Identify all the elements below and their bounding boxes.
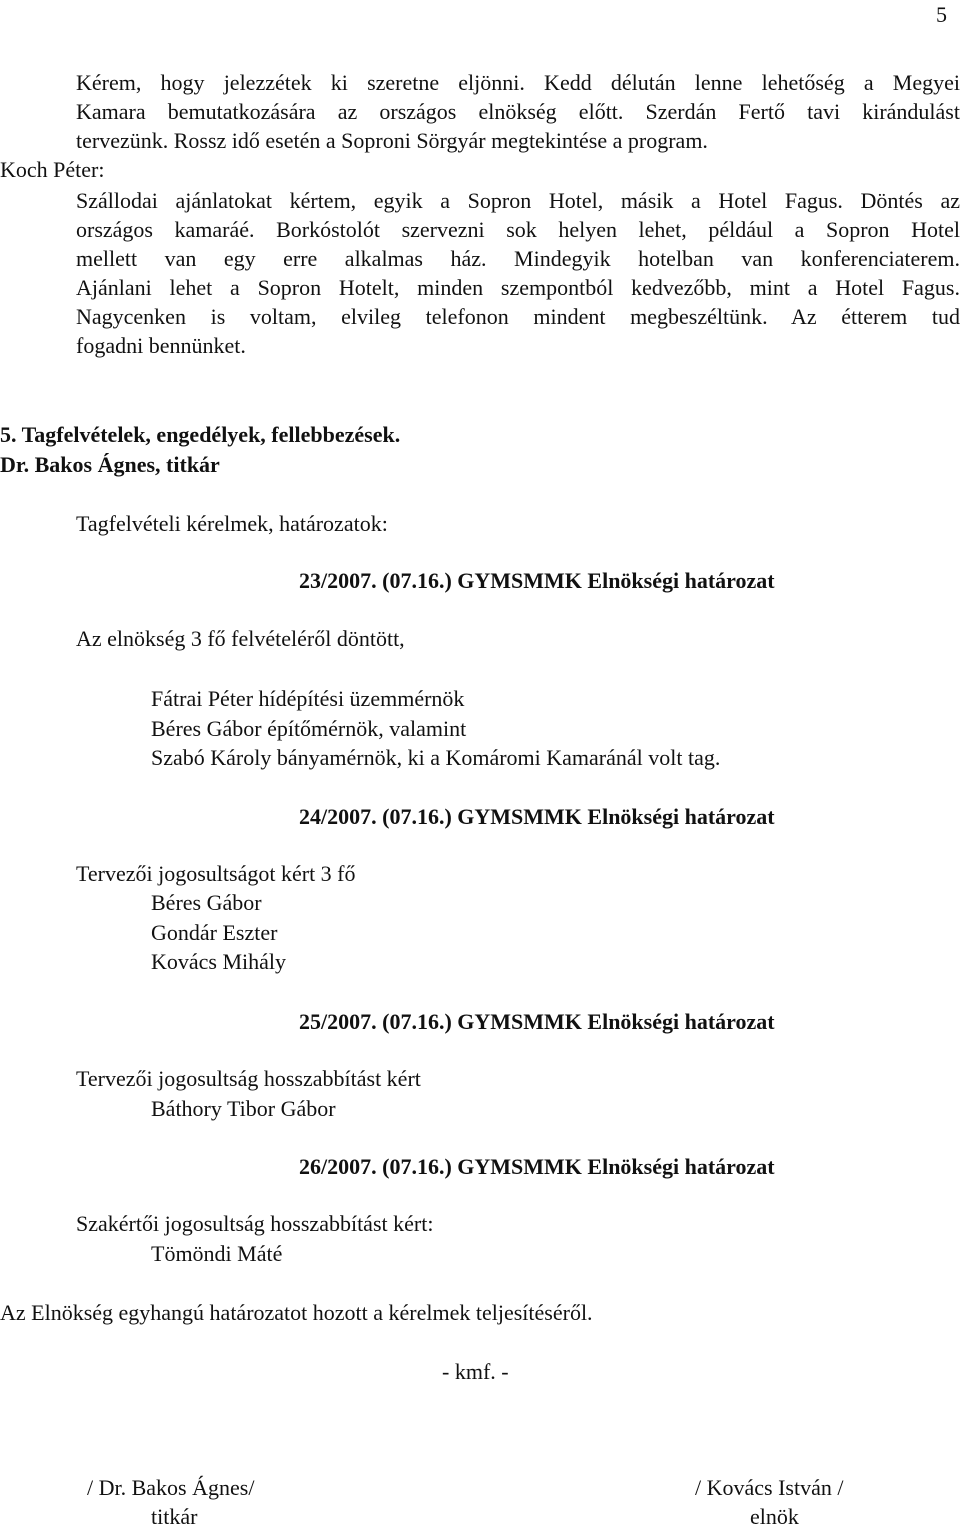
speech-line: Nagycenken is voltam, elvileg telefonon mindent megbeszéltünk. Az étterem tud xyxy=(76,304,960,329)
speech-line: Szállodai ajánlatokat kértem, egyik a Sopron Hotel, másik a Hotel Fagus. Döntés az xyxy=(76,188,960,213)
resolution-number: 24/2007. (07.16.) GYMSMMK Elnökségi határozat xyxy=(299,804,775,829)
resolution-number: 23/2007. (07.16.) GYMSMMK Elnökségi határozat xyxy=(299,568,775,593)
signature-role-secretary: titkár xyxy=(151,1504,198,1529)
signature-name-president: / Kovács István / xyxy=(695,1475,844,1500)
intro-line: tervezünk. Rossz idő esetén a Soproni Sörgyár megtekintése a program. xyxy=(76,128,708,153)
speech-line: mellett van egy erre alkalmas ház. Mindegyik hotelban van konferenciaterem. xyxy=(76,246,960,271)
page-number: 5 xyxy=(936,2,947,27)
resolution-name: Béres Gábor építőmérnök, valamint xyxy=(151,716,467,741)
speech-line: Ajánlani lehet a Sopron Hotelt, minden szempontból kedvezőbb, mint a Hotel Fagus. xyxy=(76,275,960,300)
resolution-name: Szabó Károly bányamérnök, ki a Komáromi Kamaránál volt tag. xyxy=(151,745,721,770)
speech-line: országos kamaráé. Borkóstolót szervezni sok helyen lehet, például a Sopron Hotel xyxy=(76,217,960,242)
resolution-text: Az elnökség 3 fő felvételéről döntött, xyxy=(76,626,405,651)
intro-line: Kérem, hogy jelezzétek ki szeretne eljönni. Kedd délután lenne lehetőség a Megyei xyxy=(76,70,960,95)
resolution-name: Gondár Eszter xyxy=(151,920,278,945)
resolution-number: 26/2007. (07.16.) GYMSMMK Elnökségi határozat xyxy=(299,1154,775,1179)
speech-line: fogadni bennünket. xyxy=(76,333,246,358)
resolution-name: Tömöndi Máté xyxy=(151,1241,283,1266)
kmf-mark: - kmf. - xyxy=(442,1359,509,1384)
speaker-label: Koch Péter: xyxy=(0,157,105,182)
section-presenter: Dr. Bakos Ágnes, titkár xyxy=(0,452,220,477)
signature-name-secretary: / Dr. Bakos Ágnes/ xyxy=(87,1475,255,1500)
conclusion-text: Az Elnökség egyhangú határozatot hozott a kérelmek teljesítéséről. xyxy=(0,1300,593,1325)
resolution-text: Szakértői jogosultság hosszabbítást kért: xyxy=(76,1211,434,1236)
section-subheading: Tagfelvételi kérelmek, határozatok: xyxy=(76,511,388,536)
resolution-text: Tervezői jogosultságot kért 3 fő xyxy=(76,861,356,886)
resolution-text: Tervezői jogosultság hosszabbítást kért xyxy=(76,1066,421,1091)
resolution-name: Béres Gábor xyxy=(151,890,262,915)
signature-role-president: elnök xyxy=(750,1504,799,1529)
resolution-number: 25/2007. (07.16.) GYMSMMK Elnökségi határozat xyxy=(299,1009,775,1034)
resolution-name: Fátrai Péter hídépítési üzemmérnök xyxy=(151,686,465,711)
resolution-name: Kovács Mihály xyxy=(151,949,287,974)
intro-line: Kamara bemutatkozására az országos elnökség előtt. Szerdán Fertő tavi kirándulást xyxy=(76,99,960,124)
resolution-name: Báthory Tibor Gábor xyxy=(151,1096,336,1121)
section-heading: 5. Tagfelvételek, engedélyek, fellebbezések. xyxy=(0,422,401,447)
